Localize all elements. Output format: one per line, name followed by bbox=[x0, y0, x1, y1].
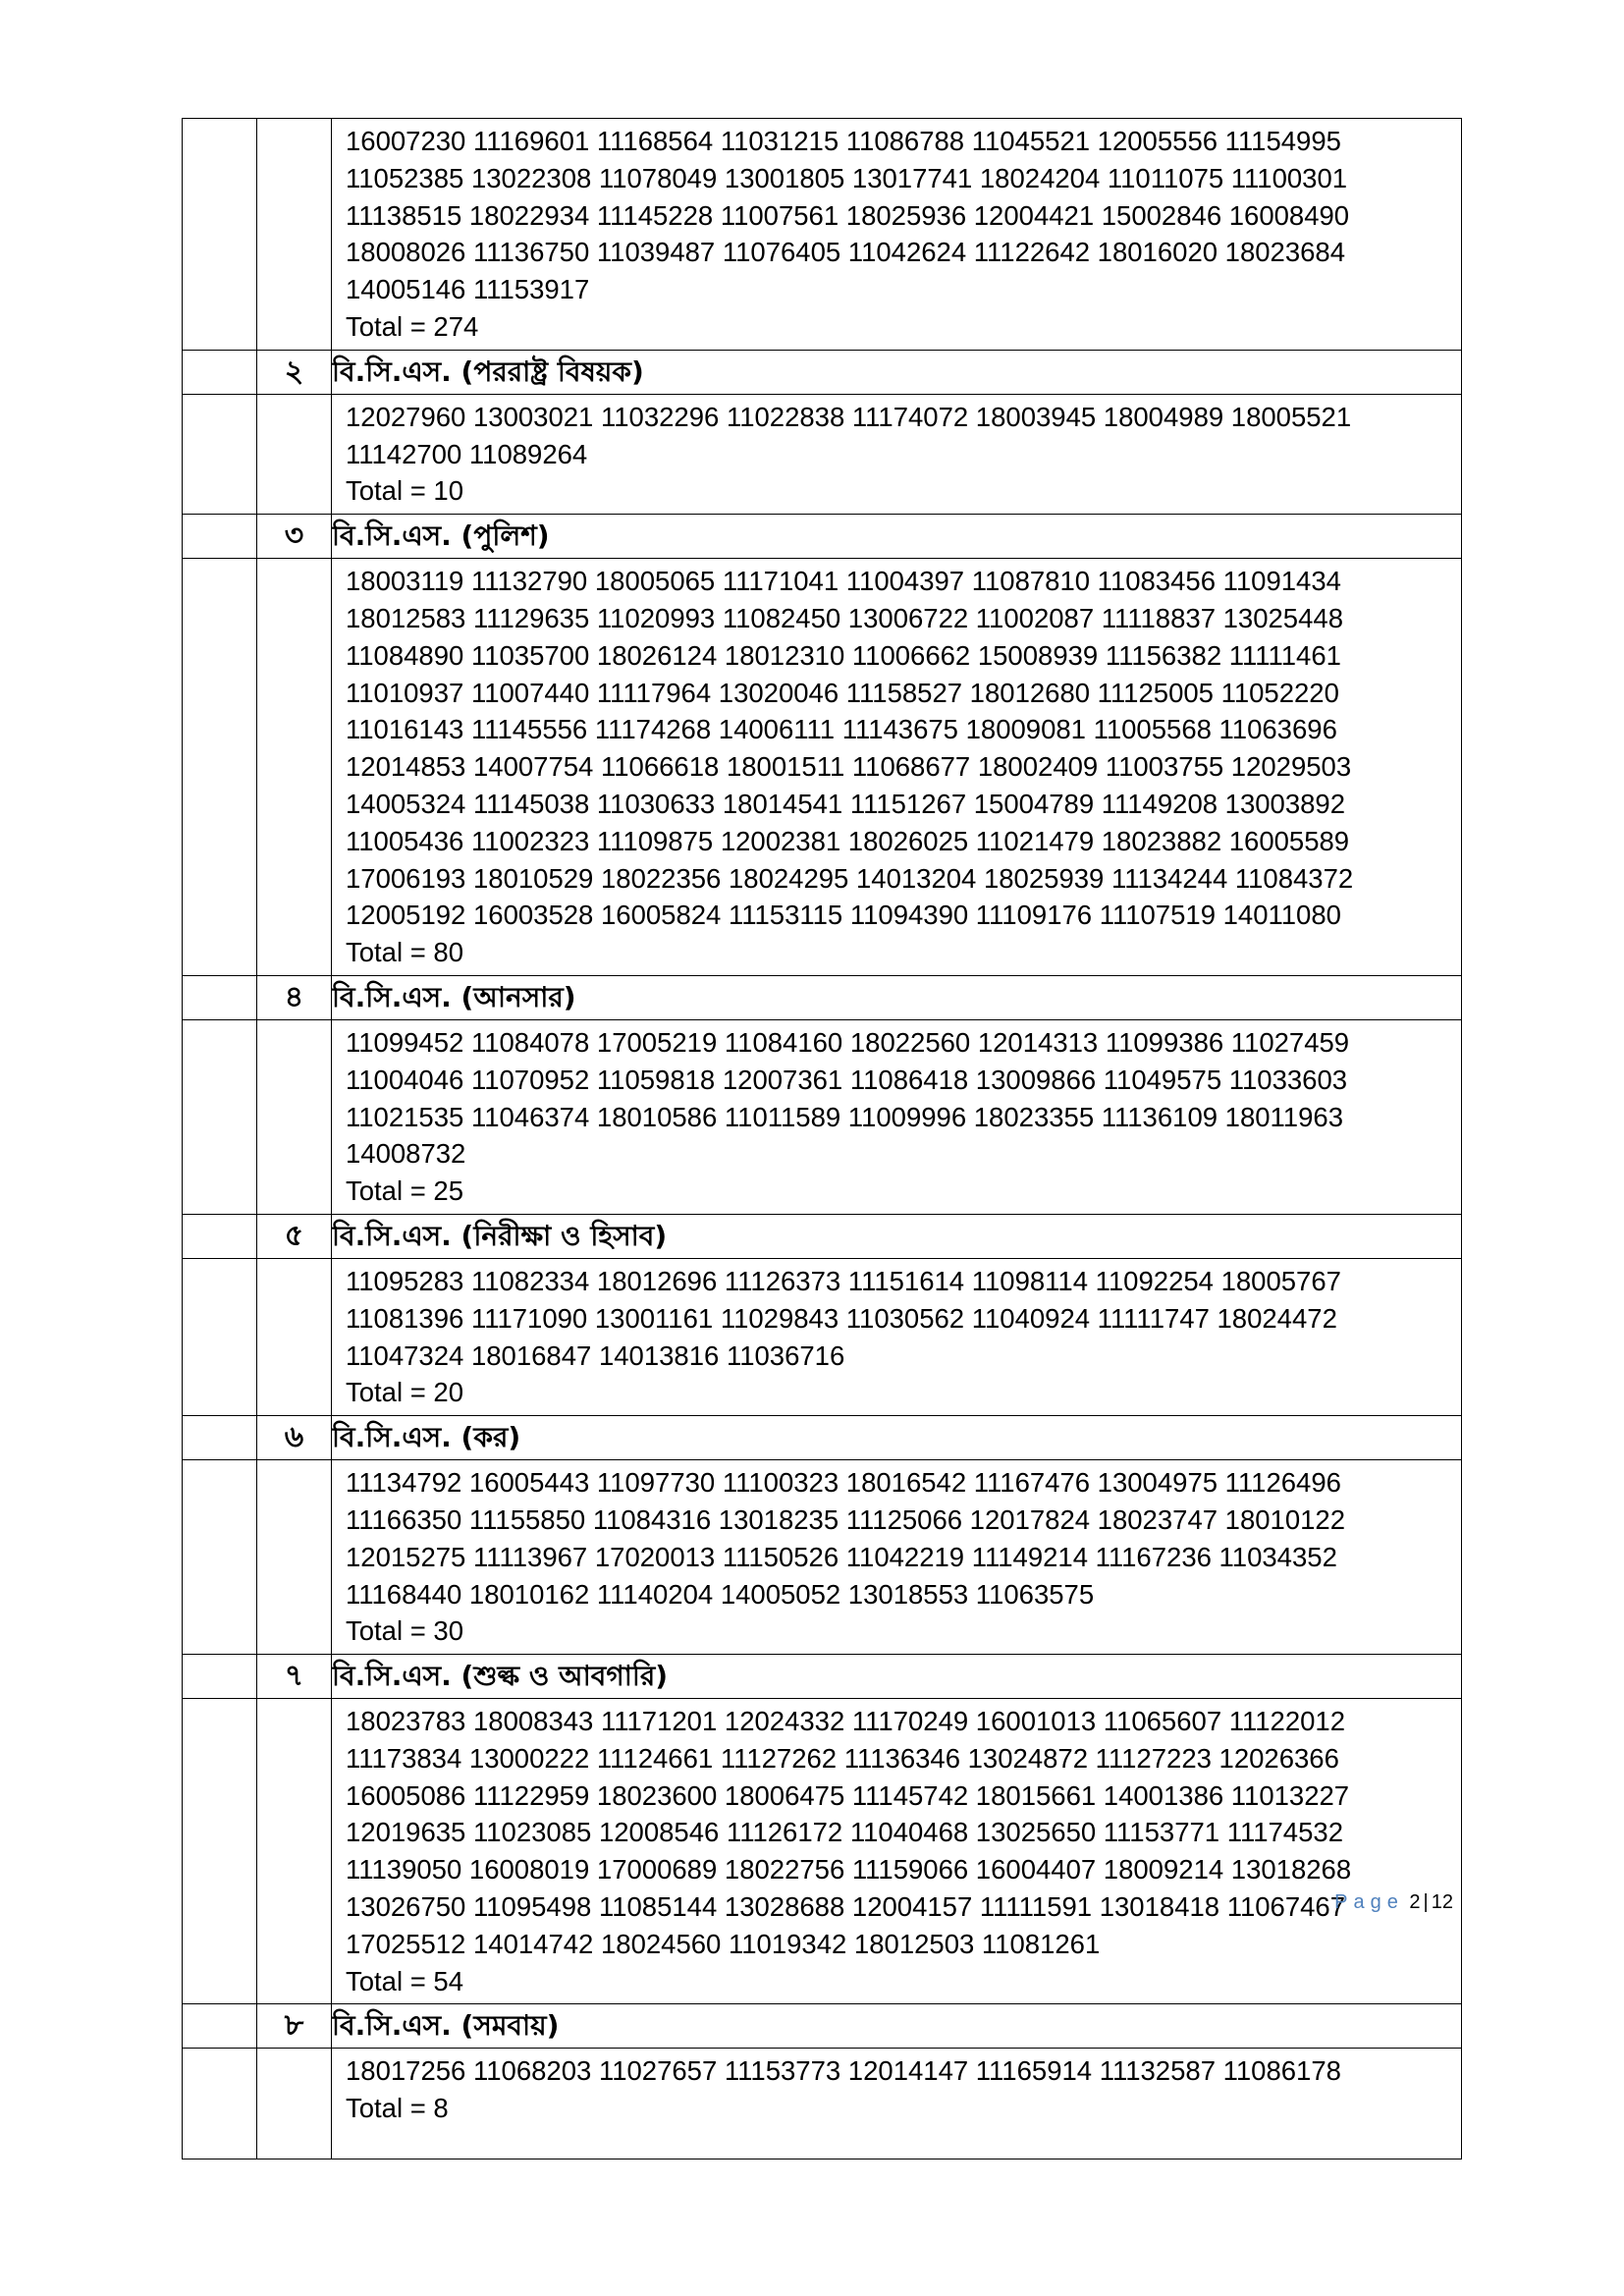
section-header-row bbox=[183, 975, 1462, 1019]
roll-numbers-list: 12027960 13003021 11032296 11022838 11174072 18003945 18004989 18005521 11142700 11089264 Total = 10 bbox=[346, 401, 1352, 507]
section-header-row bbox=[183, 1214, 1462, 1258]
section-number: ৭ bbox=[257, 1655, 332, 1699]
section-number: ৪ bbox=[257, 975, 332, 1019]
roll-numbers-list: 18023783 18008343 11171201 12024332 11170249 16001013 11065607 11122012 11173834 13000222 11124661 11127262 11136346 13024872 11127223 12026366 16005086 11122959 18023600 18006475 11145742 18015661 14001386 11013227 12019635 11023085 12008546 11126172 11040468 13025650 11153771 11174532 11139050 16008019 17000689 18022756 11159066 16004407 18009214 13018268 13026750 11095498 11085144 13028688 12004157 11111591 13018418 11067467 17025512 14014742 18024560 11019342 18012503 11081261 Total = 54 bbox=[346, 1706, 1352, 1996]
section-title: বি.সি.এস. (আনসার) bbox=[332, 975, 1462, 1019]
page-current: 2 bbox=[1409, 1891, 1421, 1913]
section-number: ৬ bbox=[257, 1416, 332, 1460]
section-header-row bbox=[183, 350, 1462, 394]
roll-numbers-list: 11099452 11084078 17005219 11084160 18022560 12014313 11099386 11027459 11004046 11070952 11059818 12007361 11086418 13009866 11049575 11033603 11021535 11046374 18010586 11011589 11009996 18023355 11136109 18011963 14008732 Total = 25 bbox=[346, 1026, 1350, 1207]
section-number: ২ bbox=[257, 350, 332, 394]
roll-numbers-list: 11095283 11082334 18012696 11126373 11151614 11098114 11092254 18005767 11081396 11171090 13001161 11029843 11030562 11040924 11111747 18024472 11047324 18016847 14013816 11036716 Total = 20 bbox=[346, 1265, 1341, 1408]
section-title: বি.সি.এস. (সমবায়) bbox=[332, 2004, 1462, 2049]
section-title: বি.সি.এস. (নিরীক্ষা ও হিসাব) bbox=[332, 1214, 1462, 1258]
section-number: ৫ bbox=[257, 1214, 332, 1258]
page-separator: | bbox=[1423, 1891, 1429, 1913]
table-row bbox=[183, 119, 1462, 351]
table-row bbox=[183, 1699, 1462, 2004]
roll-numbers-list: 18003119 11132790 18005065 11171041 11004397 11087810 11083456 11091434 18012583 11129635 11020993 11082450 13006722 11002087 11118837 13025448 11084890 11035700 18026124 18012310 11006662 15008939 11156382 11111461 11010937 11007440 11117964 13020046 11158527 18012680 11125005 11052220 11016143 11145556 11174268 14006111 11143675 18009081 11005568 11063696 12014853 14007754 11066618 18001511 11068677 18002409 11003755 12029503 14005324 11145038 11030633 18014541 11151267 15004789 11149208 13003892 11005436 11002323 11109875 12002381 18026025 11021479 18023882 16005589 17006193 18010529 18022356 18024295 14013204 18025939 11134244 11084372 12005192 16003528 16005824 11153115 11094390 11109176 11107519 14011080 Total = 80 bbox=[346, 566, 1354, 968]
roll-numbers-list: 18017256 11068203 11027657 11153773 12014147 11165914 11132587 11086178 Total = 8 bbox=[346, 2055, 1341, 2124]
section-title: বি.সি.এস. (শুল্ক ও আবগারি) bbox=[332, 1655, 1462, 1699]
section-title: বি.সি.এস. (কর) bbox=[332, 1416, 1462, 1460]
section-header-row bbox=[183, 1416, 1462, 1460]
roll-numbers-list: 11134792 16005443 11097730 11100323 18016542 11167476 13004975 11126496 11166350 11155850 11084316 13018235 11125066 12017824 18023747 18010122 12015275 11113967 17020013 11150526 11042219 11149214 11167236 11034352 11168440 18010162 11140204 14005052 13018553 11063575 Total = 30 bbox=[346, 1467, 1346, 1647]
table-row bbox=[183, 1460, 1462, 1655]
results-table bbox=[182, 118, 1462, 2159]
section-title: বি.সি.এস. (পররাষ্ট্র বিষয়ক) bbox=[332, 350, 1462, 394]
table-row bbox=[183, 2049, 1462, 2159]
table-row bbox=[183, 394, 1462, 514]
page-total: 12 bbox=[1431, 1891, 1453, 1913]
section-header-row bbox=[183, 515, 1462, 559]
table-row bbox=[183, 559, 1462, 976]
page-footer bbox=[1296, 1891, 1453, 1914]
page-label: Page bbox=[1334, 1891, 1404, 1913]
table-row bbox=[183, 1258, 1462, 1415]
section-title: বি.সি.এস. (পুলিশ) bbox=[332, 515, 1462, 559]
section-header-row bbox=[183, 1655, 1462, 1699]
section-number: ৩ bbox=[257, 515, 332, 559]
roll-numbers-list: 16007230 11169601 11168564 11031215 11086788 11045521 12005556 11154995 11052385 13022308 11078049 13001805 13017741 18024204 11011075 11100301 11138515 18022934 11145228 11007561 18025936 12004421 15002846 16008490 18008026 11136750 11039487 11076405 11042624 11122642 18016020 18023684 14005146 11153917 Total = 274 bbox=[346, 126, 1350, 342]
section-number: ৮ bbox=[257, 2004, 332, 2049]
section-header-row bbox=[183, 2004, 1462, 2049]
table-row bbox=[183, 1019, 1462, 1214]
